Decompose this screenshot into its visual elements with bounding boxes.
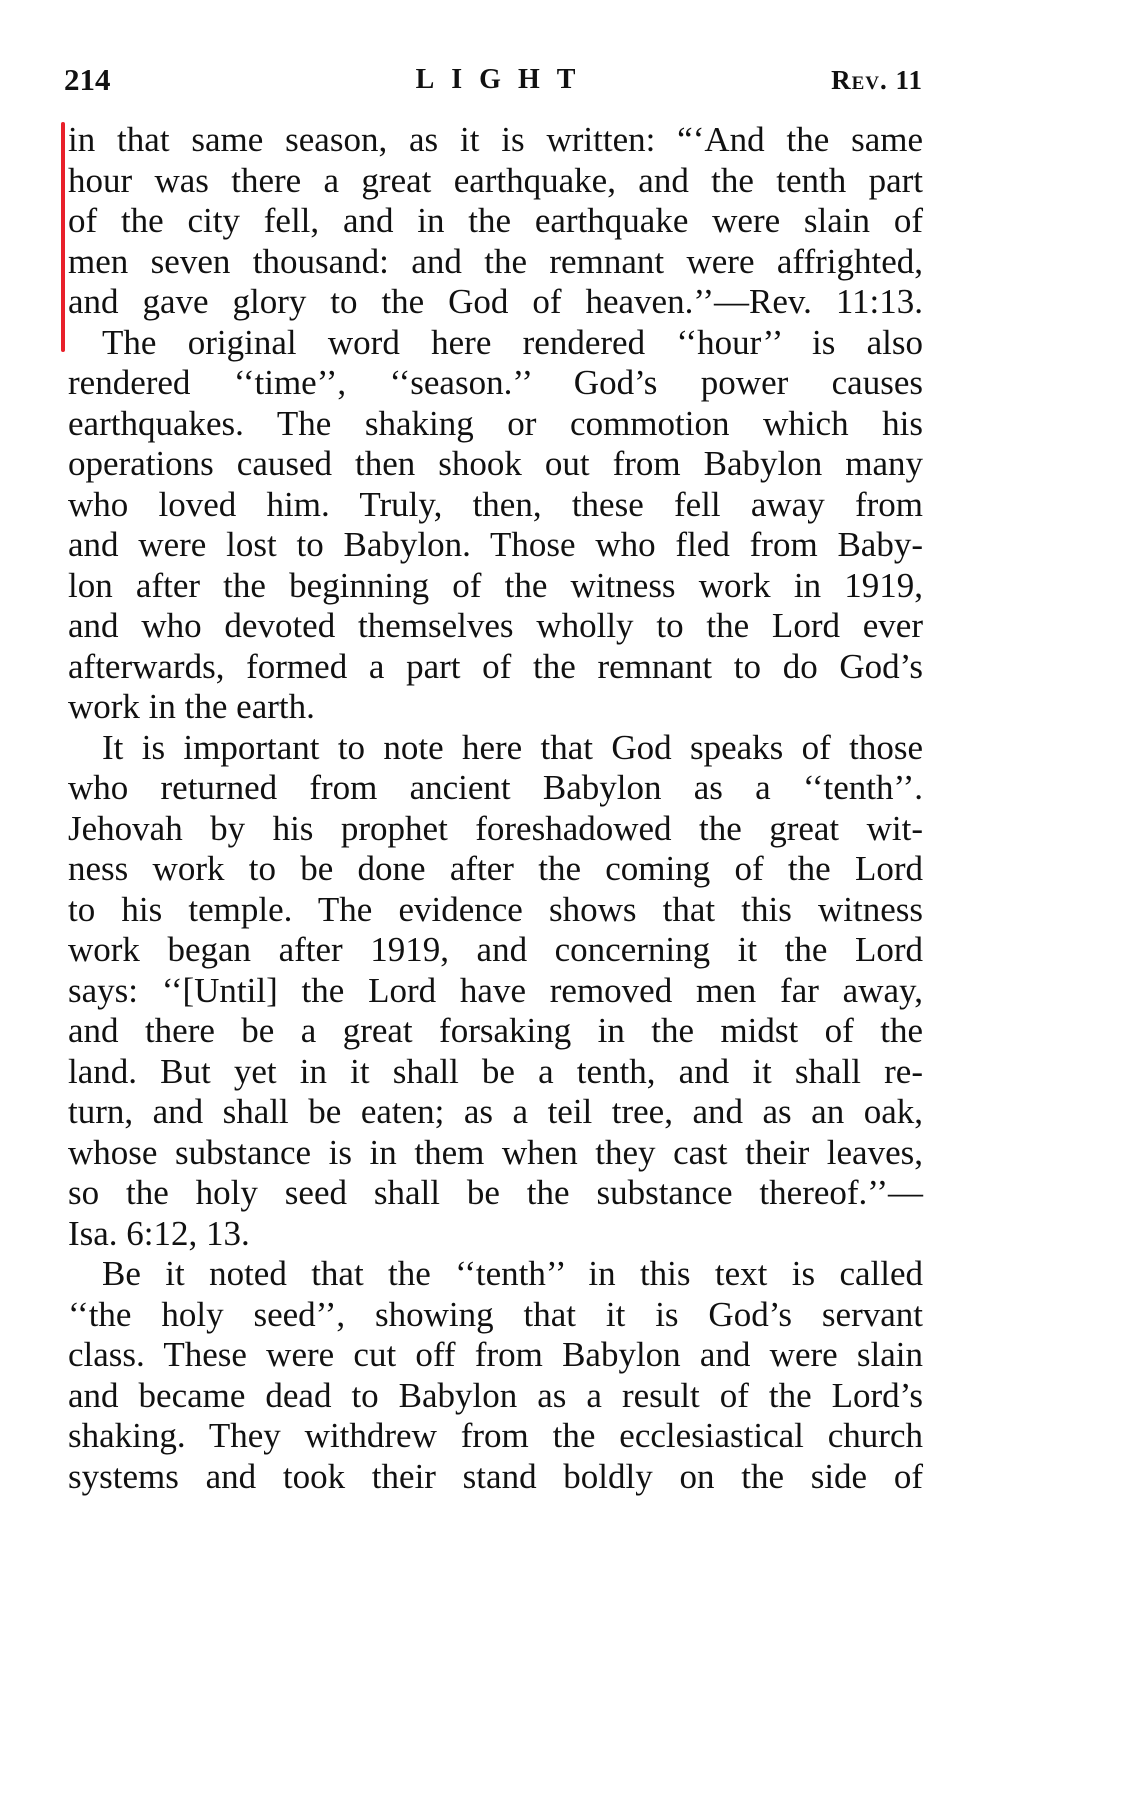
text-line: to his temple. The evidence shows that this witness	[68, 889, 923, 929]
text-line: earthquakes. The shaking or commotion which his	[68, 403, 923, 443]
text-line: work began after 1919, and concerning it the Lord	[68, 930, 923, 969]
text-line: says: ‘‘[Until] the Lord have removed men far away,	[68, 970, 923, 1010]
page-number: 214	[64, 62, 111, 97]
text-line: class. These were cut off from Babylon and were slain	[68, 1335, 923, 1374]
text-line: turn, and shall be eaten; as a teil tree, and as an oak,	[68, 1092, 923, 1131]
text-line: Be it noted that the ‘‘tenth’’ in this text is called	[102, 1254, 923, 1293]
chapter-ref-number: 11	[895, 65, 923, 95]
text-line: hour was there a great earthquake, and the tenth part	[68, 160, 923, 200]
text-line: systems and took their stand boldly on the side of	[68, 1456, 923, 1496]
book-title: LIGHT	[415, 64, 593, 95]
chapter-reference	[831, 58, 923, 102]
paragraph-quotation-rev-11-13	[68, 120, 923, 323]
text-line: in that same season, as it is written: “‘And the same	[68, 120, 923, 159]
text-line: and who devoted themselves wholly to the Lord ever	[68, 606, 923, 645]
paragraph-original-word	[68, 323, 923, 728]
text-line: rendered ‘‘time’’, ‘‘season.’’ God’s power causes	[68, 363, 923, 402]
text-line: land. But yet in it shall be a tenth, and it shall re-	[68, 1051, 923, 1091]
text-line: shaking. They withdrew from the ecclesiastical church	[68, 1416, 923, 1455]
text-line: afterwards, formed a part of the remnant to do God’s	[68, 646, 923, 686]
text-line: men seven thousand: and the remnant were affrighted,	[68, 241, 923, 281]
text-line: and there be a great forsaking in the midst of the	[68, 1011, 923, 1050]
text-line: whose substance is in them when they cast their leaves,	[68, 1132, 923, 1172]
text-line: operations caused then shook out from Babylon many	[68, 444, 923, 483]
text-line: who returned from ancient Babylon as a ‘‘tenth’’.	[68, 768, 923, 807]
text-line: so the holy seed shall be the substance thereof.’’—	[68, 1173, 923, 1212]
chapter-ref-prefix: Rev.	[831, 65, 888, 95]
paragraph-holy-seed	[68, 1254, 923, 1497]
book-page	[64, 58, 923, 1497]
text-line: Jehovah by his prophet foreshadowed the great wit-	[68, 808, 923, 848]
text-line: and gave glory to the God of heaven.’’—Rev. 11:13.	[68, 282, 923, 321]
running-head	[64, 58, 923, 102]
text-line: and became dead to Babylon as a result of the Lord’s	[68, 1375, 923, 1415]
text-line: ‘‘the holy seed’’, showing that it is God’s servant	[68, 1294, 923, 1334]
text-line: who loved him. Truly, then, these fell away from	[68, 484, 923, 524]
text-line: and were lost to Babylon. Those who fled from Baby-	[68, 525, 923, 564]
text-line: lon after the beginning of the witness work in 1919,	[68, 565, 923, 605]
text-line: Isa. 6:12, 13.	[68, 1213, 250, 1253]
paragraph-tenth	[68, 728, 923, 1255]
text-line: work in the earth.	[68, 687, 315, 726]
text-line: It is important to note here that God speaks of those	[102, 727, 923, 767]
text-line: of the city fell, and in the earthquake were slain of	[68, 201, 923, 240]
body-text	[68, 120, 923, 1497]
text-line: The original word here rendered ‘‘hour’’ is also	[102, 322, 923, 362]
text-line: ness work to be done after the coming of the Lord	[68, 849, 923, 888]
margin-marker-bar	[61, 122, 65, 352]
